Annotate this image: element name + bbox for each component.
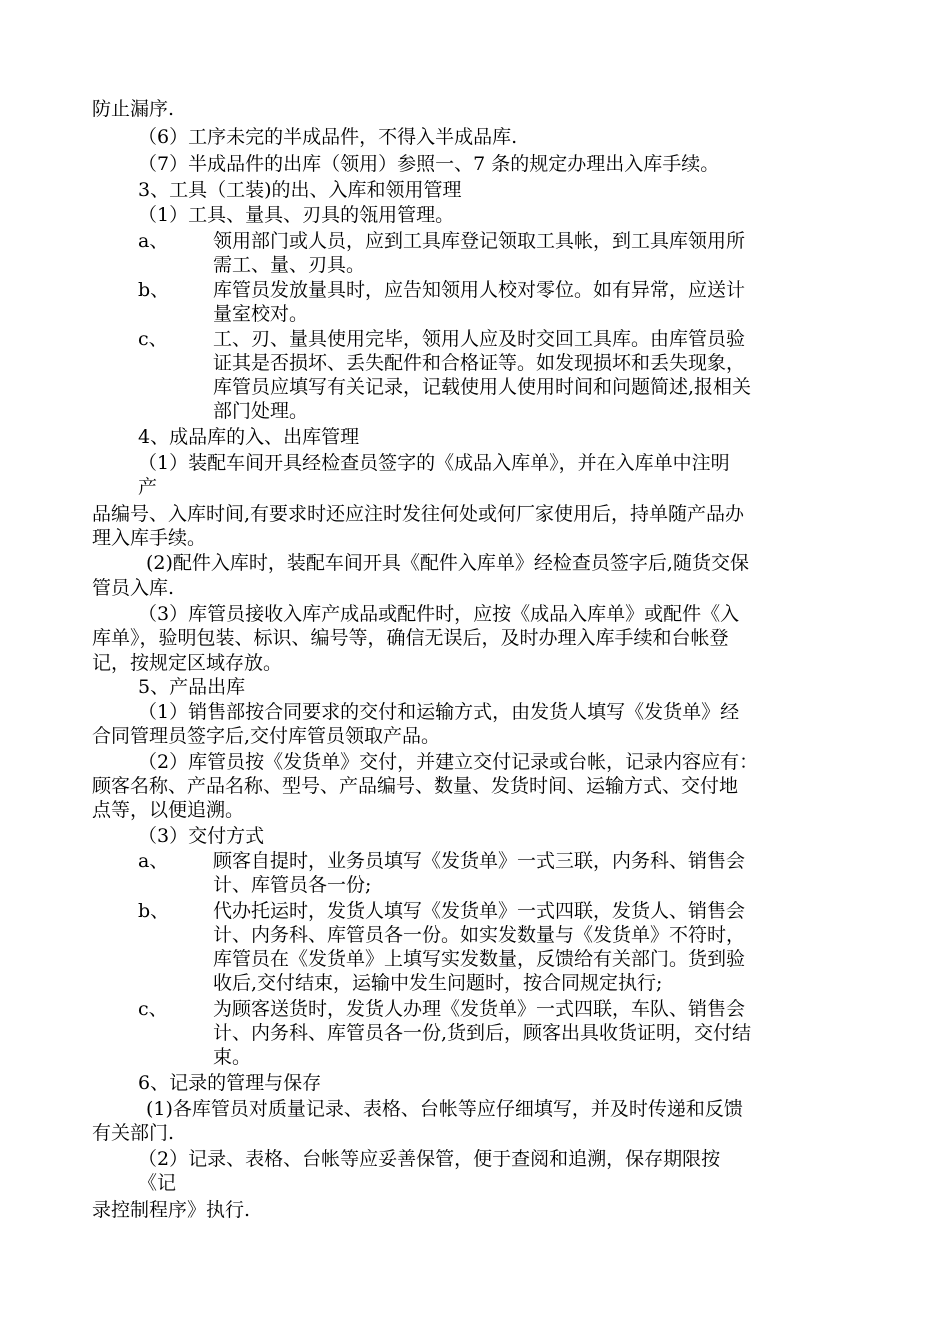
- section-heading: 3、工具（工装)的出、入库和领用管理: [138, 179, 462, 201]
- text-line: 顾客名称、产品名称、型号、产品编号、数量、发货时间、运输方式、交付地: [92, 775, 739, 797]
- text-line: 计、内务科、库管员各一份,货到后，顾客出具收货证明，交付结: [213, 1022, 752, 1044]
- list-marker: b、: [138, 900, 170, 922]
- text-line: (1)各库管员对质量记录、表格、台帐等应仔细填写，并及时传递和反馈: [146, 1098, 743, 1120]
- text-line: 束。: [213, 1046, 252, 1068]
- text-line: 需工、量、刃具。: [213, 254, 366, 276]
- text-line: 库管员发放量具时，应告知领用人校对零位。如有异常，应送计: [213, 279, 746, 301]
- text-line: 部门处理。: [213, 400, 309, 422]
- section-heading: 5、产品出库: [138, 676, 246, 698]
- section-heading: 4、成品库的入、出库管理: [138, 426, 360, 448]
- text-line: 理入库手续。: [92, 527, 207, 549]
- text-line: （2）库管员按《发货单》交付，并建立交付记录或台帐，记录内容应有：: [138, 751, 759, 773]
- text-line: （3）交付方式: [138, 825, 265, 847]
- text-line: （6）工序未完的半成品件，不得入半成品库.: [138, 126, 518, 148]
- text-line: 《记: [138, 1172, 177, 1194]
- text-line: （1）销售部按合同要求的交付和运输方式，由发货人填写《发货单》经: [138, 701, 740, 723]
- text-line: 量室校对。: [213, 303, 309, 325]
- text-line: 防止漏序.: [92, 98, 175, 120]
- text-line: 合同管理员签字后,交付库管员领取产品。: [92, 725, 441, 747]
- text-line: 计、内务科、库管员各一份。如实发数量与《发货单》不符时，: [213, 924, 746, 946]
- text-line: 录控制程序》执行.: [92, 1199, 251, 1221]
- text-line: 品编号、入库时间,有要求时还应注时发往何处或何厂家使用后，持单随产品办: [92, 503, 745, 525]
- text-line: 证其是否损坏、丢失配件和合格证等。如发现损坏和丢失现象，: [213, 352, 746, 374]
- list-marker: b、: [138, 279, 170, 301]
- text-line: （7）半成品件的出库（领用）参照一、7 条的规定办理出入库手续。: [138, 153, 720, 175]
- text-line: 收后,交付结束，运输中发生问题时，按合同规定执行;: [213, 972, 663, 994]
- text-line: 为顾客送货时，发货人办理《发货单》一式四联，车队、销售会: [213, 998, 746, 1020]
- text-line: 产: [138, 476, 158, 498]
- text-line: 领用部门或人员，应到工具库登记领取工具帐，到工具库领用所: [213, 230, 746, 252]
- text-line: 点等，以便追溯。: [92, 799, 245, 821]
- text-line: 库管员应填写有关记录，记载使用人使用时间和问题简述,报相关: [213, 376, 752, 398]
- text-line: （1）装配车间开具经检查员签字的《成品入库单》，并在入库单中注明: [138, 452, 730, 474]
- text-line: 顾客自提时，业务员填写《发货单》一式三联，内务科、销售会: [213, 850, 746, 872]
- section-heading: 6、记录的管理与保存: [138, 1072, 322, 1094]
- text-line: 库单》，验明包装、标识、编号等，确信无误后，及时办理入库手续和台帐登: [92, 627, 729, 649]
- text-line: 计、库管员各一份;: [213, 874, 372, 896]
- text-line: 有关部门.: [92, 1122, 175, 1144]
- text-line: （2）记录、表格、台帐等应妥善保管，便于查阅和追溯，保存期限按: [138, 1148, 721, 1170]
- text-line: (2)配件入库时，装配车间开具《配件入库单》经检查员签字后,随货交保: [146, 552, 749, 574]
- list-marker: c、: [138, 998, 168, 1020]
- text-line: 工、刃、量具使用完毕，领用人应及时交回工具库。由库管员验: [213, 328, 746, 350]
- list-marker: c、: [138, 328, 168, 350]
- text-line: 库管员在《发货单》上填写实发数量，反馈给有关部门。货到验: [213, 948, 746, 970]
- text-line: 管员入库.: [92, 577, 175, 599]
- list-marker: a、: [138, 230, 169, 252]
- text-line: 代办托运时，发货人填写《发货单》一式四联，发货人、销售会: [213, 900, 746, 922]
- text-line: （3）库管员接收入库产成品或配件时，应按《成品入库单》或配件《入: [138, 603, 740, 625]
- text-line: 记，按规定区域存放。: [92, 652, 283, 674]
- text-line: （1）工具、量具、刃具的瓴用管理。: [138, 204, 455, 226]
- list-marker: a、: [138, 850, 169, 872]
